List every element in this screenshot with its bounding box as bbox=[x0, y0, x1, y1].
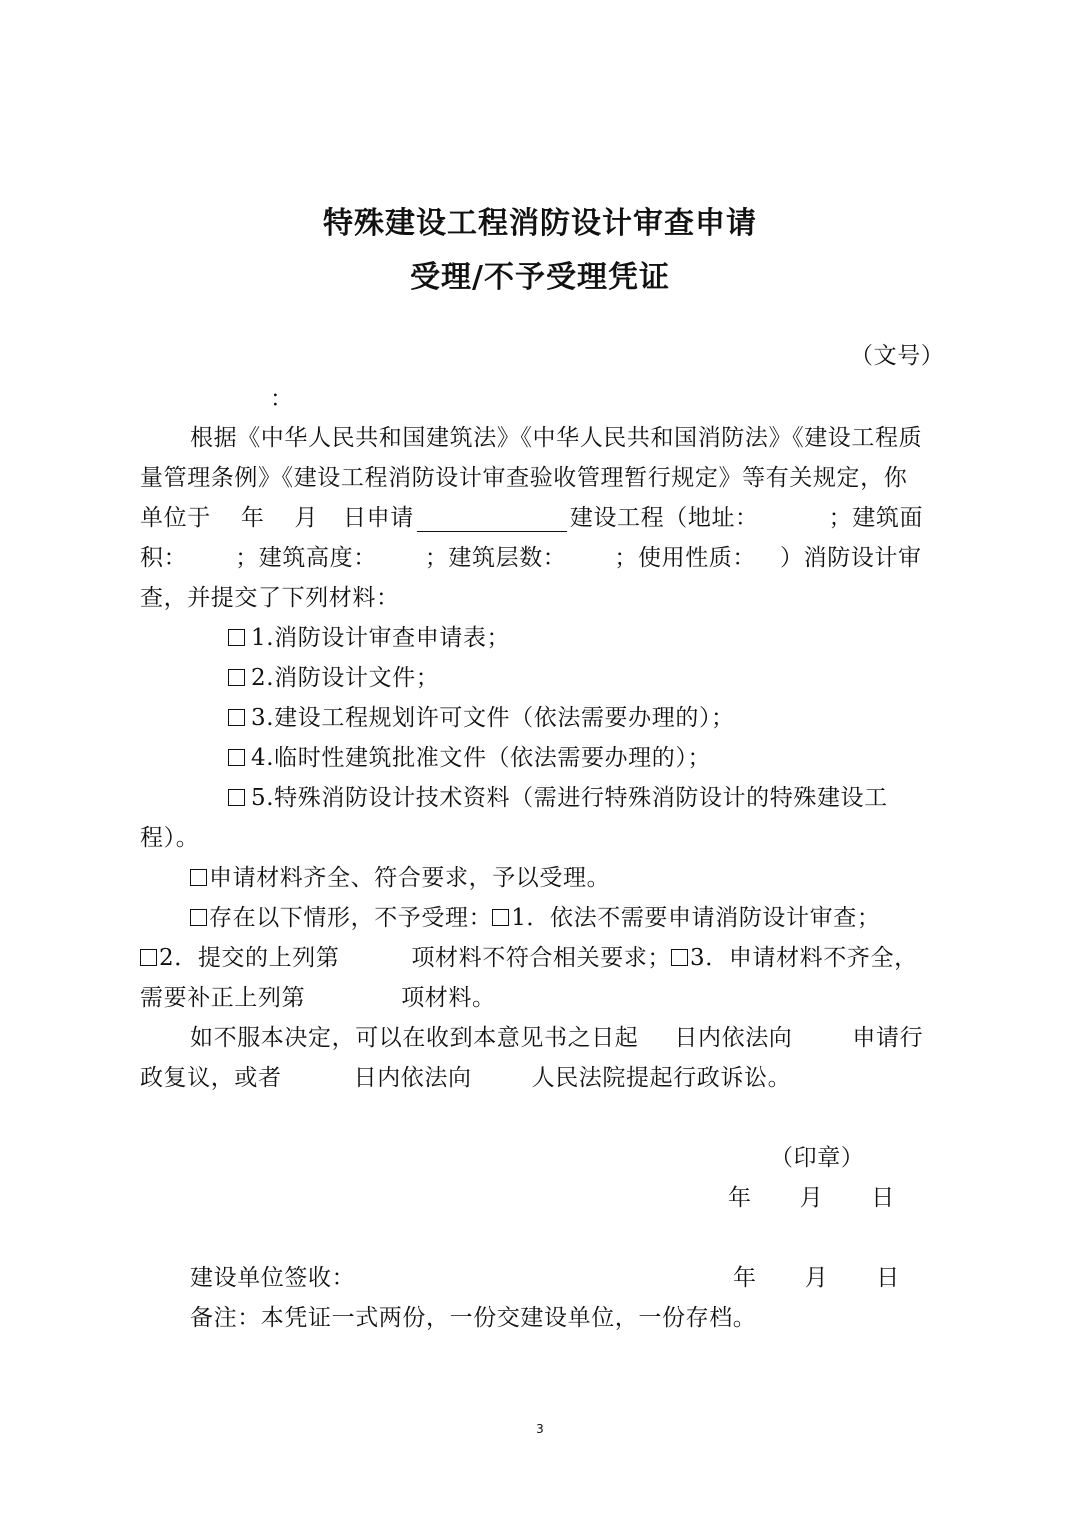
accept-option-label: 申请材料齐全、符合要求，予以受理。 bbox=[209, 865, 611, 891]
reject-option-label: 存在以下情形，不予受理： bbox=[209, 905, 493, 931]
reject-reason-1-label: 1．依法不需要申请消防设计审查； bbox=[511, 905, 881, 931]
remark-note: 备注：本凭证一式两份，一份交建设单位，一份存档。 bbox=[190, 1305, 757, 1331]
paragraph-basis-line3 bbox=[140, 499, 923, 532]
reject-reason-checkbox-2[interactable] bbox=[140, 949, 157, 966]
signoff-label: 建设单位签收： bbox=[190, 1265, 356, 1291]
building-area-label-b: 积： bbox=[140, 545, 188, 571]
appeal-text-c: 申请行 bbox=[852, 1025, 924, 1051]
fire-design-review-label: ）消防设计审 bbox=[780, 545, 922, 571]
material-item-4 bbox=[228, 739, 711, 772]
project-name-blank bbox=[417, 509, 567, 532]
accept-checkbox[interactable] bbox=[190, 869, 207, 886]
appeal-text-e: 日内依法向 bbox=[353, 1065, 472, 1091]
reject-option-line1 bbox=[190, 899, 880, 932]
document-title-line2: 受理/不予受理凭证 bbox=[410, 260, 670, 295]
applicant-unit-label: 单位于 bbox=[140, 505, 211, 531]
reject-reason-2-label-b: 项材料不符合相关要求； bbox=[411, 945, 672, 971]
material-item-3 bbox=[228, 699, 735, 732]
material-item-1 bbox=[228, 619, 510, 652]
material-checkbox-2[interactable] bbox=[228, 669, 245, 686]
material-checkbox-4[interactable] bbox=[228, 749, 245, 766]
issue-date bbox=[728, 1179, 895, 1212]
paragraph-basis-line5: 查，并提交了下列材料： bbox=[140, 585, 400, 611]
seal-label: （印章） bbox=[770, 1145, 865, 1171]
material-item-5 bbox=[228, 779, 888, 812]
signoff-date bbox=[733, 1259, 900, 1292]
issue-date-day: 日 bbox=[871, 1185, 895, 1211]
reject-reason-3-label: 3．申请材料不齐全， bbox=[690, 945, 918, 971]
page-number: 3 bbox=[536, 1422, 544, 1436]
issue-date-month: 月 bbox=[799, 1185, 824, 1211]
reject-reason-2-label-a: 2．提交的上列第 bbox=[159, 945, 340, 971]
material-checkbox-3[interactable] bbox=[228, 709, 245, 726]
appeal-text-b: 日内依法向 bbox=[674, 1025, 793, 1051]
material-item-5-label: 5.特殊消防设计技术资料（需进行特殊消防设计的特殊建设工 bbox=[251, 785, 888, 811]
appeal-text-f: 人民法院提起行政诉讼。 bbox=[531, 1065, 792, 1091]
material-checkbox-5[interactable] bbox=[228, 789, 245, 806]
signoff-date-year: 年 bbox=[733, 1265, 757, 1291]
reject-reason-checkbox-1[interactable] bbox=[492, 909, 509, 926]
accept-option bbox=[190, 859, 610, 892]
month-label: 月 bbox=[294, 505, 319, 531]
reject-reason-checkbox-3[interactable] bbox=[671, 949, 688, 966]
building-floors-label: ；建筑层数： bbox=[424, 545, 567, 571]
supplement-label-b: 项材料。 bbox=[401, 985, 496, 1011]
reject-option-line2 bbox=[140, 939, 918, 972]
material-item-3-label: 3.建设工程规划许可文件（依法需要办理的）； bbox=[251, 705, 735, 731]
material-item-5-continued: 程）。 bbox=[140, 825, 200, 851]
year-label: 年 bbox=[240, 505, 265, 531]
issue-date-year: 年 bbox=[728, 1185, 752, 1211]
document-number: （文号） bbox=[850, 343, 945, 369]
signoff-date-day: 日 bbox=[876, 1265, 900, 1291]
material-checkbox-1[interactable] bbox=[228, 629, 245, 646]
reject-checkbox[interactable] bbox=[190, 909, 207, 926]
addressee-colon: ： bbox=[270, 386, 294, 412]
signoff-date-month: 月 bbox=[804, 1265, 829, 1291]
supplement-label-a: 需要补正上列第 bbox=[140, 985, 306, 1011]
material-item-2 bbox=[228, 659, 439, 692]
material-item-4-label: 4.临时性建筑批准文件（依法需要办理的）； bbox=[251, 745, 712, 771]
document-title-line1: 特殊建设工程消防设计审查申请 bbox=[323, 206, 757, 241]
appeal-line2 bbox=[140, 1059, 791, 1092]
material-item-1-label: 1.消防设计审查申请表； bbox=[251, 625, 511, 651]
usage-label: ；使用性质： bbox=[614, 545, 757, 571]
addressee-field bbox=[270, 380, 294, 413]
appeal-text-a: 如不服本决定，可以在收到本意见书之日起 bbox=[190, 1025, 639, 1051]
building-area-label-a: ；建筑面 bbox=[828, 505, 924, 531]
day-apply-label: 日申请 bbox=[343, 505, 414, 531]
paragraph-basis-line4 bbox=[140, 539, 922, 572]
material-item-2-label: 2.消防设计文件； bbox=[251, 665, 440, 691]
appeal-line1 bbox=[190, 1019, 923, 1052]
reject-option-line3 bbox=[140, 979, 496, 1012]
building-height-label: ；建筑高度： bbox=[235, 545, 377, 571]
project-address-label: 建设工程（地址： bbox=[569, 505, 759, 531]
appeal-text-d: 政复议，或者 bbox=[140, 1065, 282, 1091]
paragraph-basis-line2: 量管理条例》《建设工程消防设计审查验收管理暂行规定》等有关规定，你 bbox=[140, 465, 908, 491]
paragraph-basis-line1: 根据《中华人民共和国建筑法》《中华人民共和国消防法》《建设工程质 bbox=[190, 425, 923, 451]
